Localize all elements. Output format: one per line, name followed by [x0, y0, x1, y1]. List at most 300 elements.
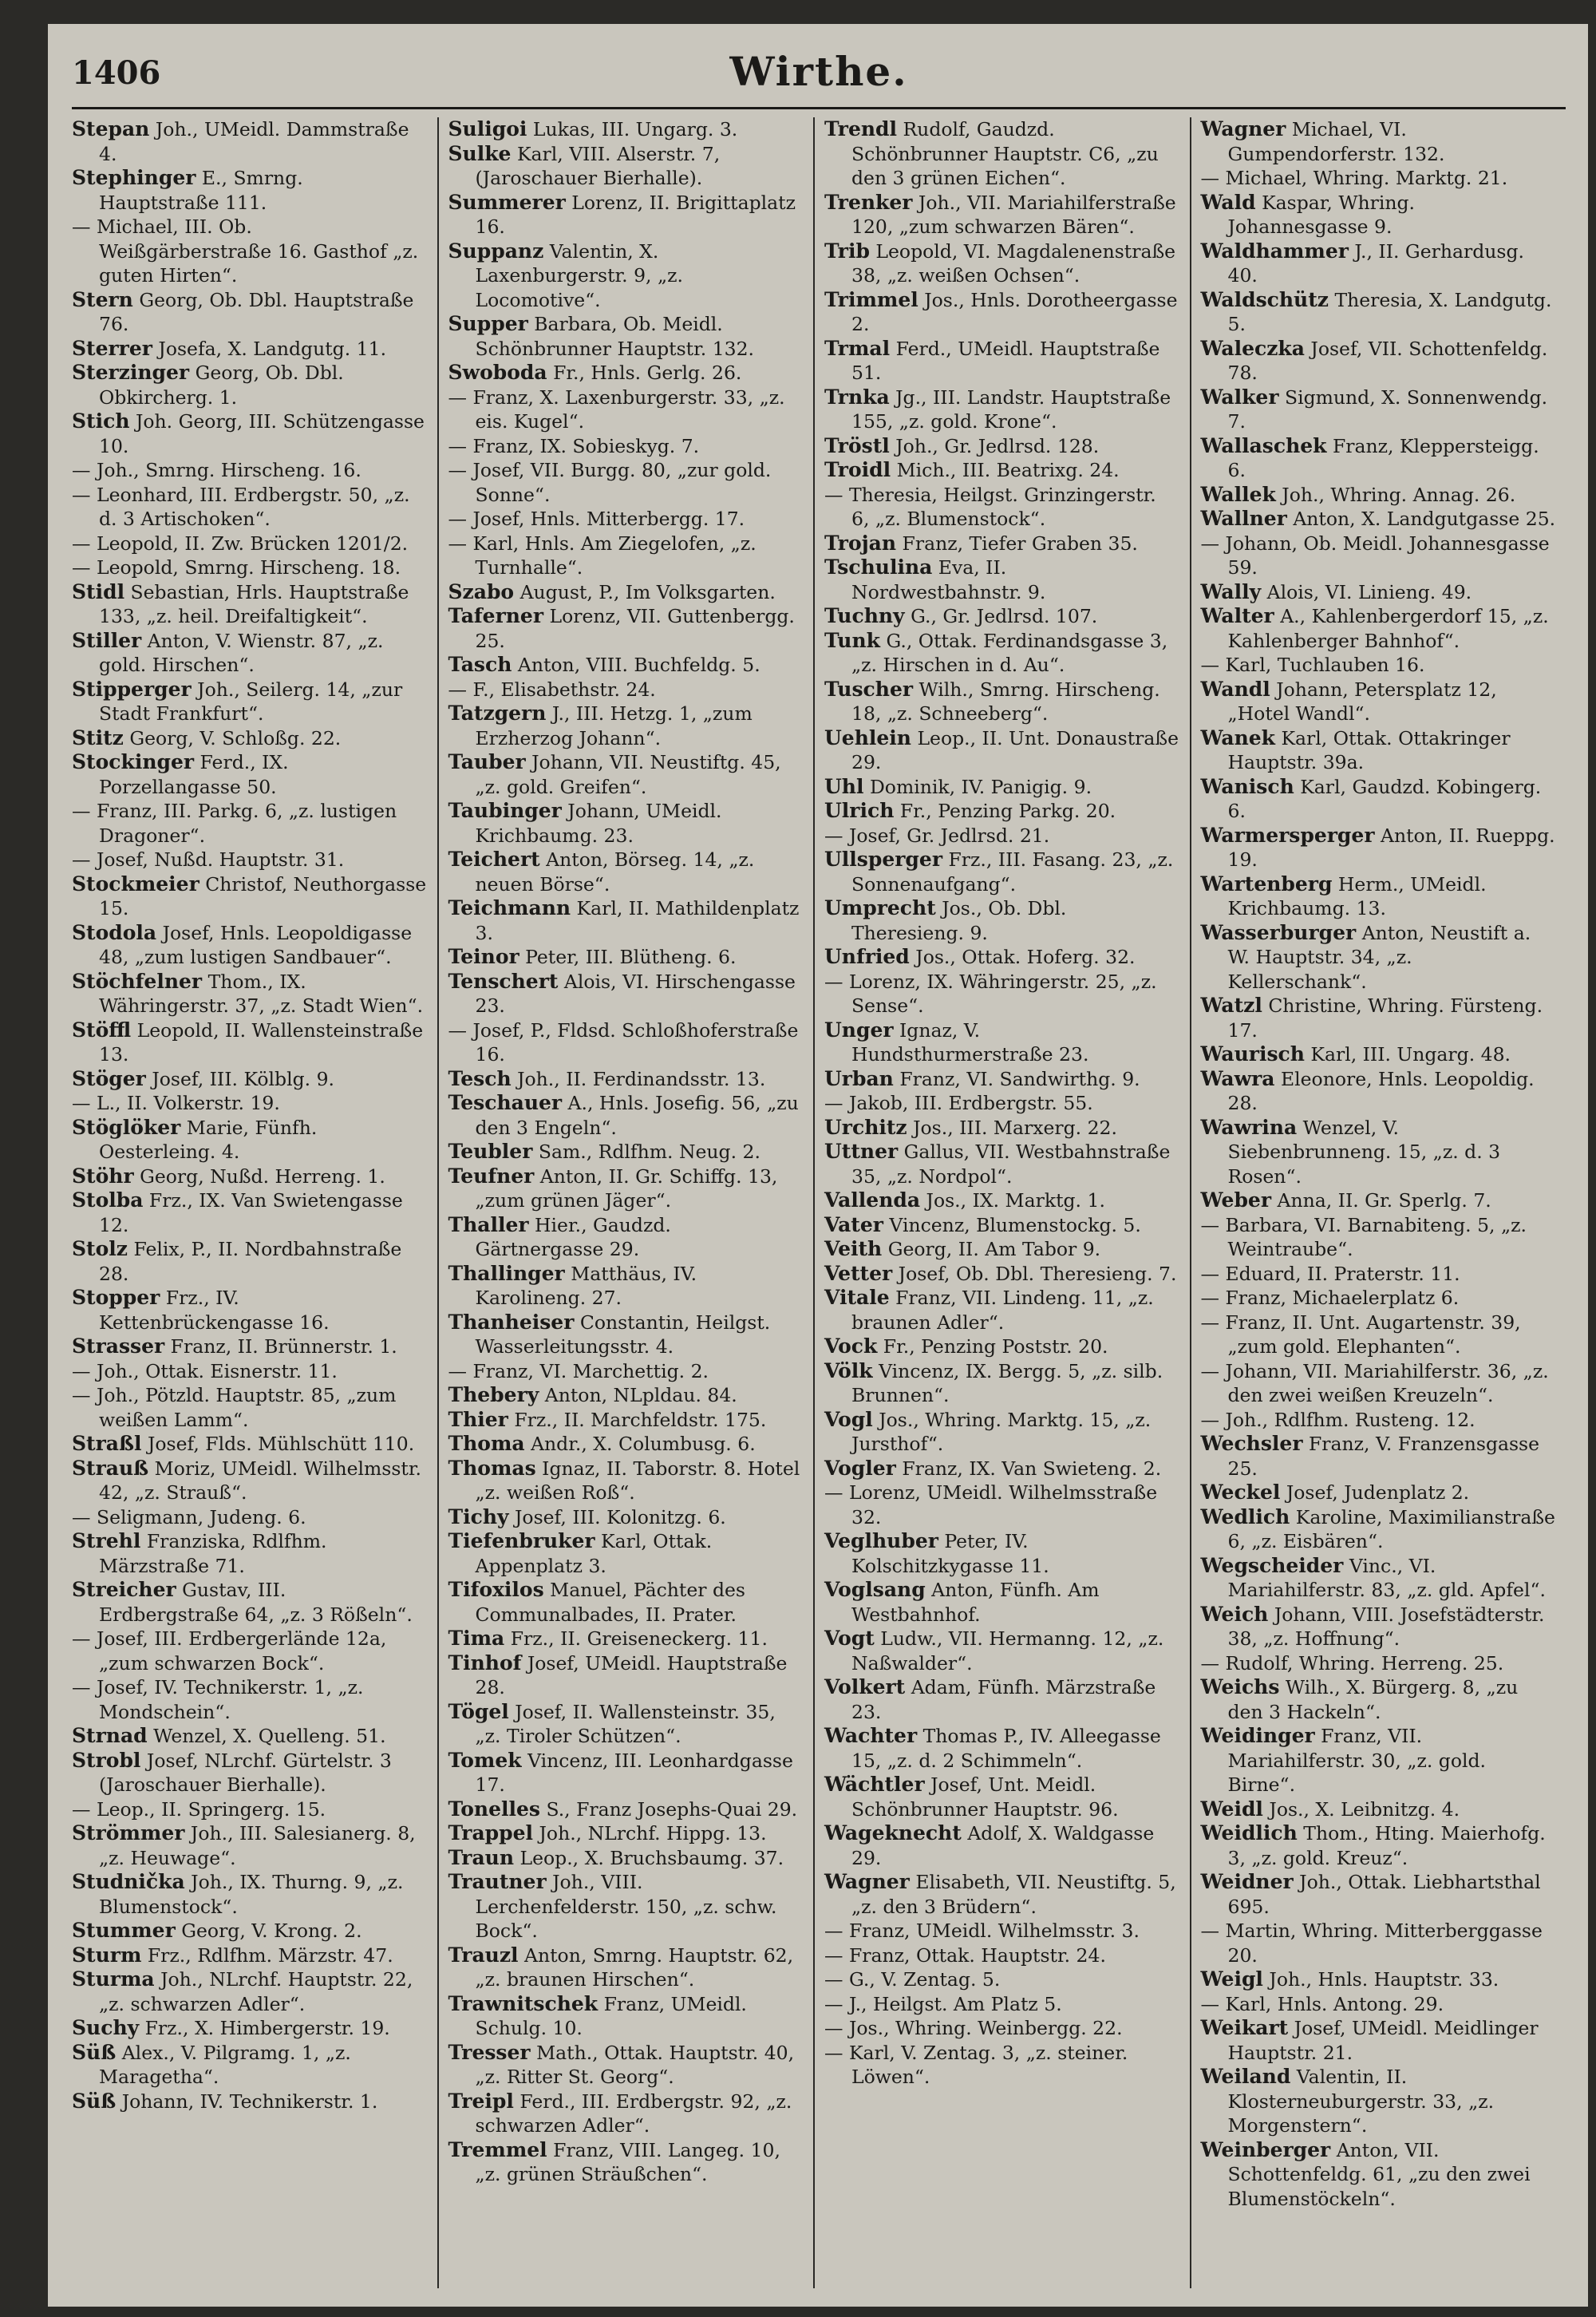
entry-details: Fr., Hnls. Gerlg. 26.	[547, 362, 742, 384]
entry-details: — Franz, X. Laxenburgerstr. 33, „z. eis. Kugel“.	[448, 386, 785, 433]
entry-details: — Eduard, II. Praterstr. 11.	[1200, 1262, 1460, 1285]
entry-surname: Tresser	[448, 2040, 531, 2064]
entry-details: Alex., V. Pilgramg. 1, „z. Maragetha“.	[99, 2041, 351, 2088]
directory-entry	[1201, 1188, 1557, 1213]
entry-surname: Uttner	[824, 1140, 899, 1163]
directory-entry	[1201, 1359, 1557, 1408]
entry-surname: Traun	[448, 1845, 515, 1869]
entry-surname: Stern	[72, 287, 133, 311]
entry-surname: Trenker	[824, 190, 913, 214]
directory-entry	[1201, 507, 1557, 532]
entry-details: Jos., III. Marxerg. 22.	[907, 1116, 1117, 1139]
entry-details: Vincenz, Blumenstockg. 5.	[883, 1213, 1141, 1236]
entry-surname: Sterrer	[72, 336, 152, 360]
directory-entry	[72, 1188, 428, 1237]
entry-surname: Wechsler	[1200, 1432, 1303, 1455]
directory-entry	[824, 2041, 1180, 2090]
entry-details: Georg, V. Krong. 2.	[175, 1920, 362, 1942]
entry-details: Peter, III. Blütheng. 6.	[519, 946, 737, 968]
directory-entry	[448, 1164, 804, 1213]
entry-details: Anna, II. Gr. Sperlg. 7.	[1271, 1189, 1491, 1212]
entry-details: Ignaz, II. Taborstr. 8. Hotel „z. weißen Roß“.	[475, 1457, 800, 1504]
entry-details: Johann, UMeidl. Krichbaumg. 23.	[475, 800, 722, 847]
entry-surname: Veglhuber	[824, 1529, 938, 1552]
entry-surname: Trnka	[824, 385, 890, 409]
entry-details: Anton, V. Wienstr. 87, „z. gold. Hirschen“.	[99, 629, 384, 676]
entry-details: — Leonhard, III. Erdbergstr. 50, „z. d. 3 Artischoken“.	[72, 483, 410, 530]
entry-details: Matthäus, IV. Karolineng. 27.	[475, 1262, 697, 1309]
directory-entry	[824, 239, 1180, 288]
entry-details: Felix, P., II. Nordbahnstraße 28.	[99, 1238, 402, 1285]
entry-surname: Wald	[1200, 190, 1256, 214]
entry-surname: Tifoxilos	[448, 1578, 544, 1601]
entry-surname: Tschulina	[824, 556, 933, 579]
entry-details: — Franz, II. Unt. Augartenstr. 39, „zum gold. Elephanten“.	[1200, 1311, 1521, 1358]
directory-entry	[72, 1091, 428, 1116]
entry-details: — Johann, VII. Mariahilferstr. 36, „z. den zwei weißen Kreuzeln“.	[1200, 1359, 1549, 1406]
entry-surname: Warmersperger	[1200, 823, 1375, 847]
entry-surname: Trmal	[824, 336, 891, 360]
directory-entry	[72, 2016, 428, 2041]
directory-entry	[824, 604, 1180, 629]
entry-surname: Strobl	[72, 1748, 141, 1772]
directory-entry	[824, 775, 1180, 800]
directory-entry	[72, 580, 428, 629]
directory-entry	[1201, 653, 1557, 678]
entry-surname: Suchy	[72, 2016, 140, 2039]
entry-details: Josef, Judenplatz 2.	[1280, 1481, 1470, 1504]
entry-details: — Josef, Nußd. Hauptstr. 31.	[72, 848, 345, 871]
entry-surname: Unfried	[824, 945, 910, 968]
entry-details: Frz., III. Fasang. 23, „z. Sonnenaufgang“.	[851, 848, 1174, 896]
entry-surname: Stidl	[72, 579, 125, 603]
directory-entry	[72, 1627, 428, 1675]
directory-entry	[72, 1067, 428, 1092]
entry-details: Alois, VI. Linieng. 49.	[1261, 580, 1472, 603]
entry-details: Georg, V. Schloßg. 22.	[123, 726, 342, 749]
entry-surname: Stiller	[72, 628, 142, 652]
entry-surname: Teichmann	[448, 896, 571, 919]
entry-surname: Vogler	[824, 1456, 896, 1480]
entry-details: — Rudolf, Whring. Herreng. 25.	[1200, 1651, 1504, 1674]
directory-entry	[824, 1457, 1180, 1481]
directory-entry	[824, 848, 1180, 896]
directory-entry	[1201, 1919, 1557, 1967]
directory-entry	[448, 191, 804, 239]
entry-details: Franziska, Rdlfhm. Märzstraße 71.	[99, 1530, 327, 1577]
entry-surname: Weidner	[1200, 1870, 1294, 1893]
directory-entry	[448, 2138, 804, 2187]
entry-details: Lorenz, VII. Guttenbergg. 25.	[475, 605, 795, 652]
entry-surname: Wanek	[1200, 726, 1276, 749]
entry-details: Anton, II. Gr. Schiffg. 13, „zum grünen Jäger“.	[475, 1164, 778, 1212]
directory-entry	[1201, 921, 1557, 994]
entry-details: Karl, Gaudzd. Kobingerg. 6.	[1227, 775, 1542, 822]
entry-details: Peter, IV. Kolschitzkygasse 11.	[851, 1530, 1049, 1577]
entry-details: — Franz, III. Parkg. 6, „z. lustigen Dragoner“.	[72, 800, 397, 847]
entry-surname: Trimmel	[824, 287, 918, 311]
entry-surname: Vallenda	[824, 1188, 921, 1212]
entry-surname: Stipperger	[72, 677, 192, 701]
entry-details: Georg, Nußd. Herreng. 1.	[133, 1164, 385, 1188]
entry-details: Mich., III. Beatrixg. 24.	[891, 459, 1120, 481]
entry-details: Franz, II. Brünnerstr. 1.	[164, 1335, 397, 1358]
entry-details: Josef, Flds. Mühlschütt 110.	[141, 1433, 415, 1455]
directory-entry	[1201, 1870, 1557, 1919]
entry-surname: Stodola	[72, 920, 157, 944]
directory-entry	[448, 750, 804, 799]
directory-entry	[72, 799, 428, 848]
directory-entry	[1201, 1042, 1557, 1067]
entry-details: Josef, III. Kölblg. 9.	[145, 1067, 334, 1090]
entry-surname: Strauß	[72, 1456, 149, 1480]
entry-details: Jos., Ottak. Hoferg. 32.	[909, 946, 1136, 968]
entry-details: — Lorenz, UMeidl. Wilhelmsstraße 32.	[824, 1481, 1158, 1528]
entry-surname: Vitale	[824, 1286, 890, 1309]
entry-surname: Taferner	[448, 604, 543, 627]
entry-details: Anton, II. Rueppg. 19.	[1227, 824, 1555, 871]
entry-details: Georg, II. Am Tabor 9.	[882, 1238, 1101, 1260]
entry-details: — Franz, Michaelerplatz 6.	[1200, 1287, 1460, 1309]
entry-details: Josef, III. Kolonitzg. 6.	[508, 1505, 726, 1528]
entry-details: Adam, Fünfh. Märzstraße 23.	[851, 1676, 1156, 1723]
directory-entry	[72, 848, 428, 872]
directory-entry	[448, 848, 804, 896]
entry-surname: Stopper	[72, 1286, 160, 1309]
entry-details: — J., Heilgst. Am Platz 5.	[824, 1992, 1062, 2015]
directory-entry	[824, 1408, 1180, 1457]
entry-details: Alois, VI. Hirschengasse 23.	[475, 970, 796, 1017]
entry-details: Eleonore, Hnls. Leopoldig. 28.	[1227, 1067, 1535, 1114]
entry-details: Karl, III. Ungarg. 48.	[1304, 1043, 1511, 1066]
entry-surname: Urban	[824, 1066, 894, 1090]
entry-surname: Sulke	[448, 141, 512, 165]
entry-details: Frz., Rdlfhm. Märzstr. 47.	[141, 1943, 393, 1967]
entry-details: — Jos., Whring. Weinbergg. 22.	[824, 2017, 1123, 2039]
directory-entry	[448, 1700, 804, 1749]
entry-surname: Stöffl	[72, 1018, 132, 1042]
directory-entry	[72, 1237, 428, 1286]
directory-entry	[1201, 1797, 1557, 1822]
entry-surname: Trawnitschek	[448, 1991, 598, 2015]
entry-details: Wilh., X. Bürgerg. 8, „zu den 3 Hackeln“.	[1227, 1676, 1519, 1723]
directory-entry	[1201, 824, 1557, 872]
entry-details: Joh., VII. Mariahilferstraße 120, „zum schwarzen Bären“.	[851, 191, 1176, 238]
entry-details: — Josef, Gr. Jedlrsd. 21.	[824, 824, 1050, 847]
directory-entry	[824, 896, 1180, 945]
directory-entry	[448, 604, 804, 653]
entry-surname: Suligoi	[448, 117, 527, 140]
directory-entry	[1201, 1992, 1557, 2017]
entry-details: — Joh., Ottak. Eisnerstr. 11.	[72, 1359, 338, 1382]
entry-details: Fr., Penzing Parkg. 20.	[894, 800, 1116, 822]
directory-entry	[824, 799, 1180, 824]
entry-surname: Stephinger	[72, 166, 196, 189]
entry-surname: Weidlich	[1200, 1821, 1298, 1845]
directory-entry	[1201, 434, 1557, 483]
entry-surname: Uhl	[824, 774, 864, 798]
entry-details: Dominik, IV. Panigig. 9.	[863, 775, 1092, 798]
entry-surname: Tesch	[448, 1066, 512, 1090]
directory-entry	[72, 750, 428, 799]
entry-surname: Strnad	[72, 1724, 148, 1747]
entry-surname: Voglsang	[824, 1578, 926, 1601]
directory-entry	[72, 678, 428, 726]
directory-entry	[824, 1627, 1180, 1675]
entry-details: Johann, VIII. Josefstädterstr. 38, „z. Hoffnung“.	[1227, 1603, 1545, 1650]
header-rule	[72, 107, 1566, 109]
directory-entry	[72, 1675, 428, 1724]
entry-surname: Stöger	[72, 1066, 146, 1090]
directory-entry	[72, 288, 428, 337]
entry-details: Anton, NLpldau. 84.	[539, 1384, 737, 1406]
entry-surname: Tögel	[448, 1699, 509, 1723]
directory-entry	[448, 434, 804, 459]
entry-details: Ferd., UMeidl. Hauptstraße 51.	[851, 337, 1160, 384]
entry-surname: Thier	[448, 1407, 508, 1431]
directory-entry	[448, 2090, 804, 2138]
entry-details: — Josef, P., Fldsd. Schloßhoferstraße 16.	[448, 1018, 799, 1066]
entry-details: — Franz, UMeidl. Wilhelmsstr. 3.	[824, 1920, 1140, 1942]
directory-entry	[824, 1481, 1180, 1529]
entry-surname: Waldhammer	[1200, 239, 1349, 263]
entry-details: Christof, Neuthorgasse 15.	[99, 872, 427, 919]
directory-entry	[824, 1773, 1180, 1821]
directory-entry	[824, 1262, 1180, 1287]
entry-surname: Vock	[824, 1334, 878, 1358]
entry-details: Lukas, III. Ungarg. 3.	[527, 118, 738, 140]
entry-details: Vincenz, IX. Bergg. 5, „z. silb. Brunnen“.	[851, 1359, 1163, 1406]
directory-entry	[72, 1529, 428, 1578]
entry-surname: Trib	[824, 239, 870, 263]
entry-surname: Stockmeier	[72, 872, 200, 896]
entry-surname: Szabo	[448, 579, 515, 603]
directory-entry	[824, 1188, 1180, 1213]
directory-entry	[448, 2041, 804, 2090]
directory-entry	[72, 556, 428, 580]
entry-surname: Tima	[448, 1627, 505, 1650]
entry-surname: Wedlich	[1200, 1504, 1290, 1528]
directory-entry	[72, 1749, 428, 1797]
entry-surname: Tonelles	[448, 1797, 540, 1821]
entry-details: Vincenz, III. Leonhardgasse 17.	[475, 1749, 793, 1796]
entry-details: Andr., X. Columbusg. 6.	[524, 1433, 756, 1455]
entry-details: Anton, Smrng. Hauptstr. 62, „z. braunen Hirschen“.	[475, 1943, 794, 1991]
directory-entry	[72, 117, 428, 166]
entry-details: Gallus, VII. Westbahnstraße 35, „z. Nordpol“.	[851, 1141, 1171, 1188]
entry-details: Franz, IX. Van Swieteng. 2.	[895, 1457, 1162, 1480]
entry-surname: Tichy	[448, 1504, 509, 1528]
directory-entry	[448, 1457, 804, 1505]
entry-surname: Streicher	[72, 1578, 176, 1601]
entry-details: Wilh., Smrng. Hirscheng. 18, „z. Schneeberg“.	[851, 678, 1160, 725]
directory-entry	[448, 896, 804, 945]
directory-entry	[448, 142, 804, 191]
entry-details: Franz, VII. Lindeng. 11, „z. braunen Adler“.	[851, 1287, 1154, 1334]
entry-details: Anton, Fünfh. Am Westbahnhof.	[851, 1579, 1100, 1626]
entry-details: J., II. Gerhardusg. 40.	[1227, 239, 1524, 287]
entry-surname: Tuscher	[824, 677, 914, 701]
entry-surname: Weinberger	[1200, 2137, 1331, 2161]
directory-entry	[448, 1651, 804, 1700]
entry-details: Wenzel, X. Quelleng. 51.	[147, 1725, 386, 1747]
entry-surname: Suppanz	[448, 239, 544, 263]
entry-surname: Wanisch	[1200, 774, 1294, 798]
column-4	[1190, 117, 1566, 2288]
entry-details: Joh., IX. Thurng. 9, „z. Blumenstock“.	[99, 1871, 404, 1918]
directory-entry	[448, 1359, 804, 1384]
directory-entry	[824, 1919, 1180, 1943]
directory-entry	[1201, 994, 1557, 1042]
directory-entry	[448, 1627, 804, 1651]
directory-entry	[1201, 1724, 1557, 1797]
entry-details: Jos., X. Leibnitzg. 4.	[1262, 1797, 1460, 1821]
entry-details: Joh., Hnls. Hauptstr. 33.	[1262, 1968, 1499, 1991]
directory-entry	[1201, 1067, 1557, 1116]
entry-surname: Weidl	[1200, 1797, 1263, 1821]
entry-details: Joh., VIII. Lerchenfelderstr. 150, „z. schw. Bock“.	[475, 1871, 777, 1942]
entry-details: — Karl, Hnls. Am Ziegelofen, „z. Turnhalle“.	[448, 532, 757, 579]
directory-entry	[72, 215, 428, 288]
entry-details: — Jakob, III. Erdbergstr. 55.	[824, 1092, 1093, 1114]
entry-details: — Karl, Hnls. Antong. 29.	[1200, 1992, 1444, 2015]
directory-entry	[448, 678, 804, 702]
directory-page	[48, 24, 1588, 2307]
entry-surname: Weckel	[1200, 1481, 1281, 1504]
entry-surname: Wachter	[824, 1724, 918, 1747]
entry-surname: Weiland	[1200, 2065, 1291, 2088]
directory-entry	[1201, 1651, 1557, 1676]
directory-entry	[72, 1797, 428, 1822]
directory-entry	[824, 191, 1180, 239]
entry-details: Georg, Ob. Dbl. Hauptstraße 76.	[99, 288, 414, 335]
entry-details: Karl, Ottak. Ottakringer Hauptstr. 39a.	[1227, 726, 1511, 773]
entry-surname: Waleczka	[1200, 336, 1305, 360]
entry-details: Jg., III. Landstr. Hauptstraße 155, „z. gold. Krone“.	[851, 386, 1171, 433]
entry-details: Manuel, Pächter des Communalbades, II. Prater.	[475, 1579, 745, 1626]
entry-surname: Weichs	[1200, 1675, 1280, 1698]
directory-entry	[1201, 1505, 1557, 1554]
entry-surname: Thaller	[448, 1212, 529, 1236]
directory-entry	[824, 458, 1180, 483]
entry-surname: Stepan	[72, 117, 150, 140]
directory-entry	[1201, 1116, 1557, 1189]
entry-details: Leop., X. Bruchsbaumg. 37.	[514, 1846, 784, 1869]
entry-details: Franz, VI. Sandwirthg. 9.	[893, 1067, 1140, 1090]
entry-details: Anton, Börseg. 14, „z. neuen Börse“.	[475, 848, 755, 896]
entry-surname: Veith	[824, 1237, 883, 1260]
entry-details: — G., V. Zentag. 5.	[824, 1968, 1001, 1991]
directory-entry	[1201, 239, 1557, 288]
directory-entry	[448, 1262, 804, 1311]
entry-details: Thom., Hting. Maierhofg. 3, „z. gold. Kreuz“.	[1227, 1822, 1546, 1869]
directory-entry	[824, 1116, 1180, 1141]
entry-details: Josefa, X. Landgutg. 11.	[152, 337, 387, 360]
entry-details: Ludw., VII. Hermanng. 12, „z. Naßwalder“.	[851, 1627, 1164, 1674]
directory-entry	[72, 1383, 428, 1432]
entry-surname: Unger	[824, 1018, 894, 1042]
entry-surname: Trautner	[448, 1870, 547, 1893]
entry-details: Anton, VII. Schottenfeldg. 61, „zu den zwei Blumenstöckeln“.	[1227, 2138, 1531, 2210]
entry-details: Karl, VIII. Alserstr. 7, (Jaroschauer Bierhalle).	[475, 142, 721, 189]
entry-details: Michael, VI. Gumpendorferstr. 132.	[1227, 118, 1445, 165]
directory-entry	[824, 1091, 1180, 1116]
directory-entry	[448, 239, 804, 313]
entry-details: Franz, Tiefer Graben 35.	[896, 532, 1138, 555]
entry-details: Valentin, X. Laxenburgerstr. 9, „z. Locomotive“.	[475, 239, 684, 311]
directory-entry	[824, 2016, 1180, 2041]
directory-entry	[72, 483, 428, 532]
directory-entry	[72, 1505, 428, 1530]
entry-surname: Wallner	[1200, 507, 1287, 530]
entry-surname: Strasser	[72, 1334, 165, 1358]
entry-details: — Joh., Pötzld. Hauptstr. 85, „zum weißen Lamm“.	[72, 1384, 397, 1431]
entry-details: Karl, II. Mathildenplatz 3.	[475, 897, 800, 944]
entry-surname: Strehl	[72, 1529, 141, 1552]
entry-surname: Urchitz	[824, 1115, 907, 1139]
directory-entry	[1201, 1554, 1557, 1603]
entry-surname: Straßl	[72, 1432, 142, 1455]
directory-entry	[448, 1749, 804, 1797]
entry-details: Kaspar, Whring. Johannesgasse 9.	[1227, 191, 1416, 238]
directory-entry	[448, 1821, 804, 1846]
entry-surname: Tremmel	[448, 2137, 547, 2161]
directory-entry	[1201, 1821, 1557, 1870]
entry-details: Valentin, II. Klosterneuburgerstr. 33, „z. Morgenstern“.	[1227, 2066, 1495, 2137]
entry-surname: Wagner	[1200, 117, 1286, 140]
directory-entry	[72, 1457, 428, 1505]
directory-entry	[824, 1724, 1180, 1773]
entry-surname: Studnička	[72, 1870, 185, 1893]
entry-details: Joh., Whring. Annag. 26.	[1275, 483, 1516, 506]
directory-entry	[824, 1675, 1180, 1724]
entry-details: Franz, VII. Mariahilferstr. 30, „z. gold. Birne“.	[1227, 1725, 1486, 1796]
directory-entry	[1201, 166, 1557, 191]
entry-details: Joh., Gr. Jedlrsd. 128.	[889, 434, 1100, 457]
entry-surname: Watzl	[1200, 994, 1262, 1017]
directory-entry	[824, 1992, 1180, 2017]
entry-details: J., III. Hetzg. 1, „zum Erzherzog Johann“.	[475, 702, 753, 749]
directory-entry	[448, 117, 804, 142]
entry-surname: Weikart	[1200, 2016, 1289, 2039]
entry-details: August, P., Im Volksgarten.	[514, 580, 776, 603]
entry-details: Frz., X. Himbergerstr. 19.	[139, 2017, 390, 2039]
entry-surname: Stitz	[72, 726, 124, 749]
page-title: Wirthe.	[729, 48, 908, 95]
entry-surname: Waurisch	[1200, 1042, 1305, 1066]
directory-entry	[448, 1943, 804, 1992]
entry-details: Leop., II. Unt. Donaustraße 29.	[851, 726, 1179, 773]
directory-entry	[448, 1311, 804, 1359]
entry-details: — Lorenz, IX. Währingerstr. 25, „z. Sense“.	[824, 970, 1157, 1017]
entry-details: — Franz, VI. Marchettig. 2.	[448, 1359, 709, 1382]
directory-entry	[72, 921, 428, 970]
directory-entry	[448, 1432, 804, 1457]
entry-surname: Weigl	[1200, 1967, 1263, 1991]
directory-entry	[448, 1091, 804, 1140]
directory-entry	[448, 799, 804, 848]
entry-surname: Strömmer	[72, 1821, 185, 1845]
entry-surname: Trendl	[824, 117, 898, 140]
directory-entry	[448, 507, 804, 532]
directory-entry	[72, 1967, 428, 2016]
entry-details: Jos., Hnls. Dorotheergasse 2.	[851, 288, 1178, 335]
entry-details: — L., II. Volkerstr. 19.	[72, 1092, 280, 1114]
entry-surname: Weidinger	[1200, 1724, 1315, 1747]
entry-surname: Wally	[1200, 579, 1262, 603]
entry-surname: Stich	[72, 409, 130, 433]
directory-entry	[1201, 386, 1557, 434]
